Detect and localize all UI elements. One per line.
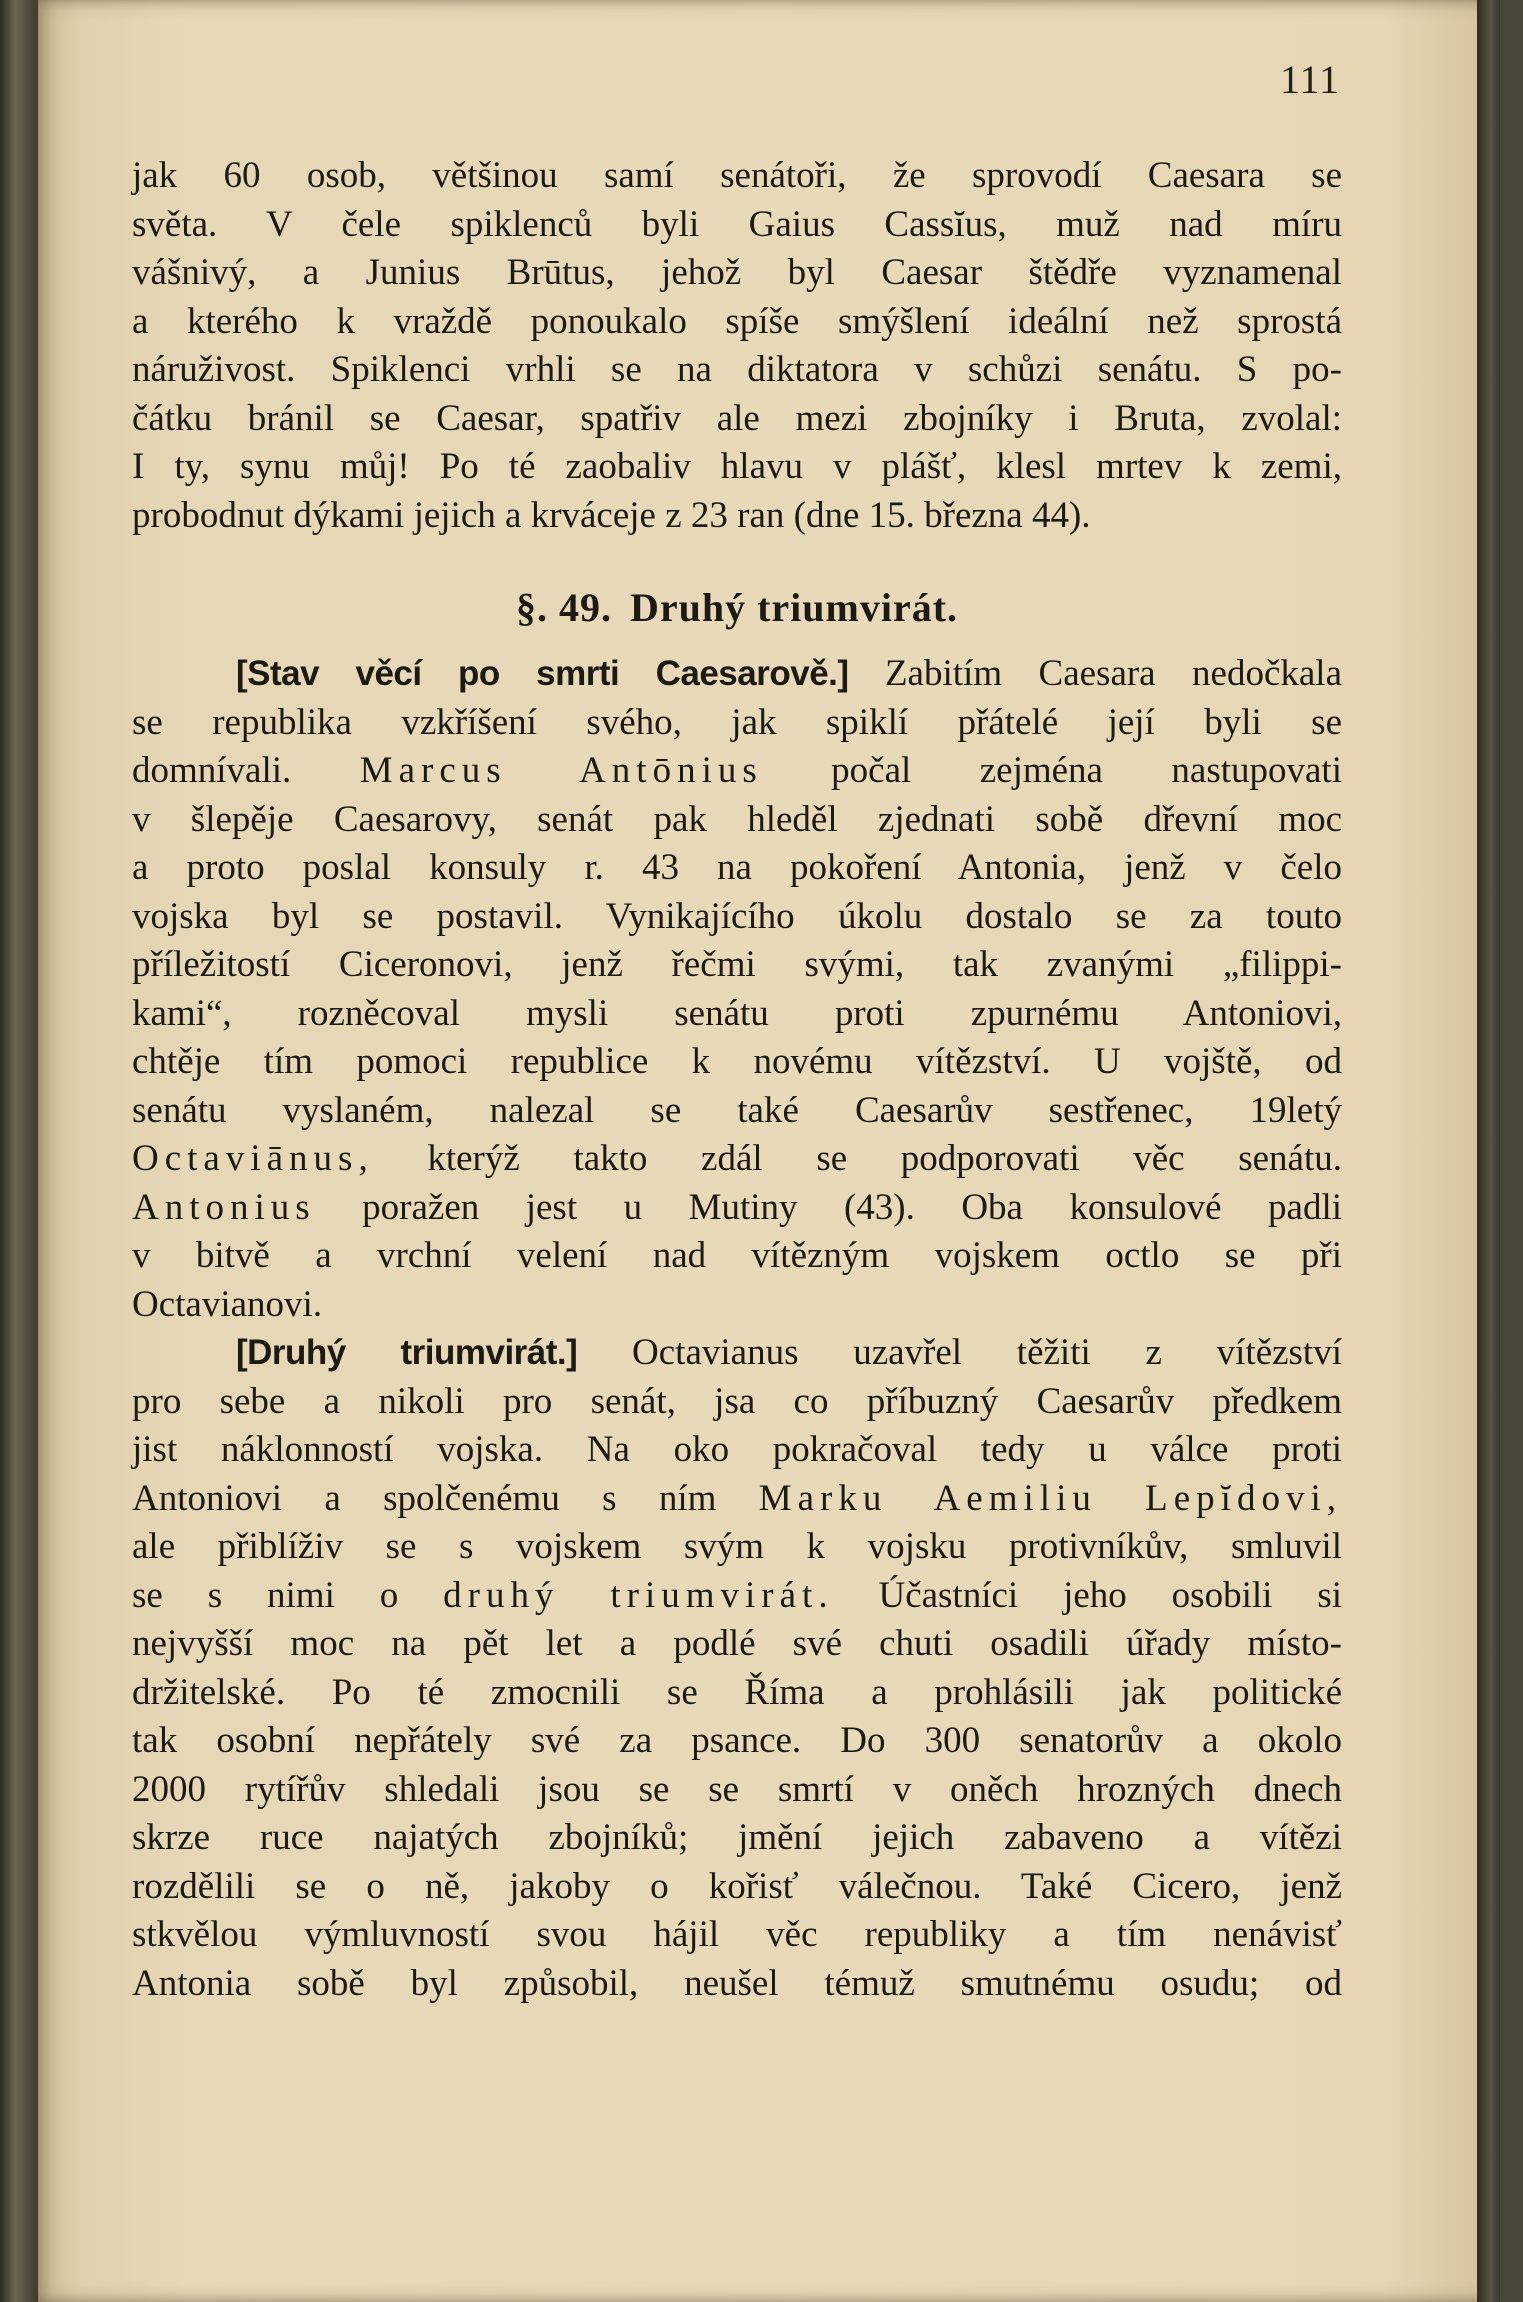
- text-line: jist náklonností vojska. Na oko pokračoval tedy u válce proti: [132, 1429, 1342, 1470]
- spaced-name: Antonius: [132, 1186, 316, 1228]
- text-line: senátu vyslaném, nalezal se také Caesarův sestřenec, 19letý: [132, 1089, 1342, 1131]
- book-binding: [0, 0, 38, 2302]
- paragraph-subheading: [Stav věcí po smrti Caesarově.]: [236, 654, 849, 693]
- text-line: skrze ruce najatých zbojníků; jmění jejich zabaveno a vítězi: [132, 1817, 1342, 1858]
- text-line: v bitvě a vrchní velení nad vítězným vojskem octlo se při: [132, 1235, 1342, 1276]
- text-line: 2000 rytířův shledali jsou se se smrtí v oněch hrozných dnech: [132, 1768, 1342, 1810]
- text-line: pro sebe a nikoli pro senát, jsa co příbuzný Caesarův předkem: [132, 1380, 1342, 1422]
- text-line: jak 60 osob, většinou samí senátoři, že sprovodí Caesara se: [132, 155, 1342, 196]
- paragraph-subheading: [Druhý triumvirát.]: [236, 1333, 578, 1372]
- text-line: se republika vzkříšení svého, jak spiklí přátelé její byli se: [132, 701, 1342, 743]
- paragraph-second-triumvirate: [132, 1329, 1342, 2008]
- text-line: stkvělou výmluvností svou hájil věc republiky a tím nenávisť: [132, 1914, 1342, 1955]
- text-line: probodnut dýkami jejich a krváceje z 23 ran (dne 15. března 44).: [132, 494, 1091, 536]
- text-line: Octaviānus, kterýž takto zdál se podporovati věc senátu.: [132, 1138, 1342, 1179]
- text-line: čátku bránil se Caesar, spatřiv ale mezi zbojníky i Bruta, zvolal:: [132, 397, 1342, 439]
- text-line: Antonius poražen jest u Mutiny (43). Oba konsulové padli: [132, 1186, 1342, 1228]
- paragraph-state-after-death: [132, 650, 1342, 1329]
- section-heading: [132, 566, 1342, 650]
- text-line: chtěje tím pomoci republice k novému vítězství. U vojště, od: [132, 1041, 1342, 1082]
- text-line: v šlepěje Caesarovy, senát pak hleděl zjednati sobě dřevní moc: [132, 798, 1342, 840]
- spaced-name: Marku Aemiliu Lepĭdovi,: [758, 1477, 1342, 1519]
- text-line: nejvyšší moc na pět let a podlé své chuti osadili úřady místo-: [132, 1623, 1342, 1664]
- text-line: držitelské. Po té zmocnili se Říma a prohlásili jak politické: [132, 1671, 1342, 1713]
- page-edge: [1477, 0, 1500, 2302]
- paragraph-caesar-assassination: [132, 152, 1342, 540]
- spaced-name: Marcus Antōnius: [359, 750, 763, 791]
- section-title: Druhý triumvirát.: [629, 585, 959, 630]
- text-line: kami“, rozněcoval mysli senátu proti zpurnému Antoniovi,: [132, 992, 1342, 1034]
- text-line: a kterého k vraždě ponoukalo spíše smýšlení ideální než sprostá: [132, 300, 1342, 342]
- text-line: světa. V čele spiklenců byli Gaius Cassĭus, muž nad míru: [132, 203, 1342, 245]
- page-text: [132, 152, 1342, 2008]
- text-line: Octavianovi.: [132, 1283, 323, 1325]
- text-line: Antonia sobě byl způsobil, neušel témuž smutnému osudu; od: [132, 1962, 1342, 2004]
- text-line: tak osobní nepřátely své za psance. Do 300 senatorův a okolo: [132, 1720, 1342, 1761]
- text-line: rozdělili se o ně, jakoby o kořisť válečnou. Také Cicero, jenž: [132, 1865, 1342, 1907]
- section-number: §. 49.: [515, 585, 612, 630]
- text-line: a proto poslal konsuly r. 43 na pokoření Antonia, jenž v čelo: [132, 847, 1342, 888]
- text-line: ale přiblíživ se s vojskem svým k vojsku protivníkův, smluvil: [132, 1526, 1342, 1567]
- text-line: domnívali. Marcus Antōnius počal zejména nastupovati: [132, 750, 1342, 791]
- text-line: příležitostí Ciceronovi, jenž řečmi svými, tak zvanými „filippi-: [132, 944, 1342, 985]
- text-line: I ty, synu můj! Po té zaobaliv hlavu v plášť, klesl mrtev k zemi,: [132, 446, 1342, 487]
- text-line: náruživost. Spiklenci vrhli se na diktatora v schůzi senátu. S po-: [132, 349, 1342, 390]
- spaced-name: Octaviānus,: [132, 1138, 374, 1179]
- spaced-term: druhý triumvirát.: [443, 1574, 834, 1616]
- text-line: se s nimi o druhý triumvirát. Účastníci jeho osobili si: [132, 1574, 1342, 1616]
- text-line: [Stav věcí po smrti Caesarově.] Zabitím Caesara nedočkala: [236, 653, 1342, 694]
- text-line: vášnivý, a Junius Brūtus, jehož byl Caesar štědře vyznamenal: [132, 252, 1342, 293]
- text-line: Antoniovi a spolčenému s ním Marku Aemiliu Lepĭdovi,: [132, 1477, 1342, 1519]
- text-line: vojska byl se postavil. Vynikajícího úkolu dostalo se za touto: [132, 895, 1342, 937]
- text-line: [Druhý triumvirát.] Octavianus uzavřel těžiti z vítězství: [236, 1332, 1342, 1373]
- page-number: 111: [1279, 57, 1340, 102]
